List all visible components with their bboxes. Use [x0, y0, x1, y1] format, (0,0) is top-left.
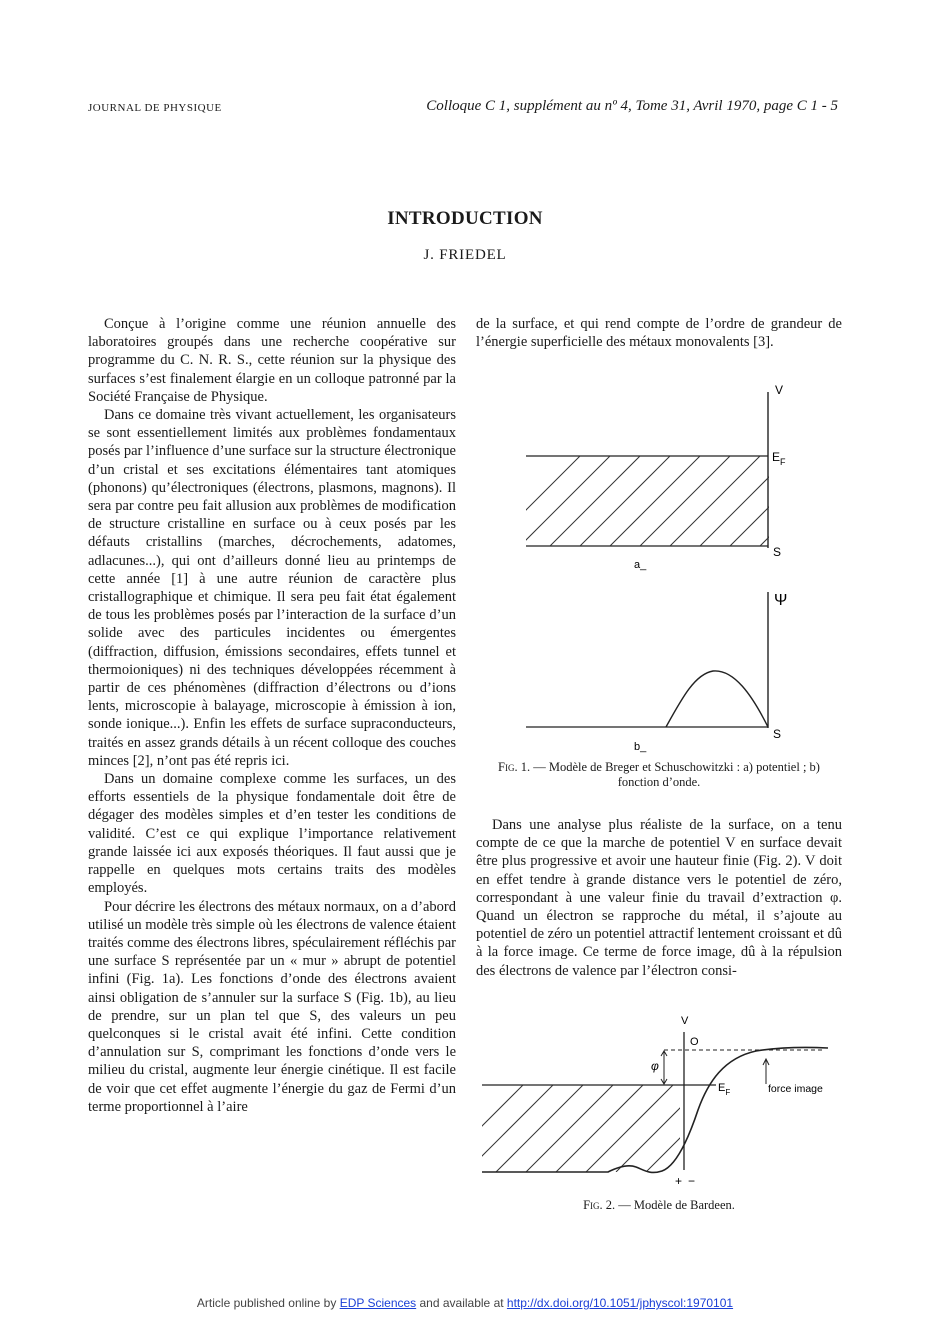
paragraph: Dans une analyse plus réaliste de la surface, on a tenu compte de ce que la marche de potentiel V en surface devait être plus progressive et avoir une hauteur finie (Fig. 2). V doit en effet tendre à grande distance vers le potentiel de zéro, correspondant à une valeur finie du travail d’extraction φ. Quand un électron se rapproche du métal, il s’ajoute au potentiel de zéro un potentiel attractif lentement croissant et dû à la force image. Ce terme de force image, dû à la répulsion des électrons de valence par l’électron consi- [476, 817, 842, 979]
fig2-hatching [476, 1085, 733, 1172]
figure-2-caption [476, 1198, 842, 1213]
paragraph: Dans un domaine complexe comme les surfaces, un des efforts essentiels de la physique fondamentale doit être de dégager des modèles simples et d’en tester les conditions de validité. C’est ce qui explique l’importance relativement grande laissée ici aux exposés théoriques. Il faut aussi que je rappelle en quelques mots certains traits des modèles employés. [88, 771, 456, 897]
right-column-middle [476, 816, 842, 980]
left-column [88, 315, 456, 1116]
paragraph: de la surface, et qui rend compte de l’ordre de grandeur de l’énergie superficielle des métaux monovalents [3]. [476, 316, 842, 351]
caption-text: — Modèle de Bardeen. [615, 1198, 735, 1212]
fig1-a-label: a_ [634, 559, 647, 571]
fig1-s-label: S [773, 545, 782, 559]
fig1-psi-label: Ψ [774, 592, 788, 609]
journal-name: JOURNAL DE PHYSIQUE [88, 102, 222, 114]
caption-prefix: Fig. 1. [498, 760, 531, 774]
fig2-ef-label: $E_F$ [718, 1082, 731, 1097]
fig2-minus-label: − [688, 1174, 696, 1188]
fig2-v-label: V [681, 1015, 689, 1027]
issue-line: Colloque C 1, supplément au nº 4, Tome 31, Avril 1970, page C 1 - 5 [426, 98, 838, 114]
figure-1a-potential [510, 383, 800, 571]
figure-1-caption [476, 760, 842, 790]
article-title: INTRODUCTION [387, 208, 543, 229]
fig1-v-label: V [775, 383, 784, 397]
caption-text: — Modèle de Breger et Schuschowitzki : a) potentiel ; b) fonction d’onde. [530, 760, 820, 789]
footer-prefix: Article published online by [196, 1296, 340, 1310]
right-column-top [476, 315, 842, 351]
footer-middle: and available at [416, 1296, 507, 1310]
paragraph: Pour décrire les électrons des métaux normaux, on a d’abord utilisé un modèle très simple où les électrons de valence étaient traités comme des électrons libres, spéculairement réfléchis par une surface S représentée par un « mur » abrupt de potentiel infini (Fig. 1a). Les fonctions d’onde des électrons avaient ainsi obligation de s’annuler sur la surface S (Fig. 1b), au lieu de prendre, sur un plan tel que S, des valeurs un peu quelconques si le cristal avait été infini. Cette condition d’annulation sur S, comprimant les fonctions d’onde vers le milieu du cristal, augmente leur énergie cinétique. Il est facile de voir que cet effet augmente l’énergie du gaz de Fermi d’un terme proportionnel à l’aire [88, 898, 457, 1115]
fig2-plus-label: + [675, 1174, 683, 1188]
figure-1 [510, 380, 800, 755]
publisher-link[interactable]: EDP Sciences [339, 1296, 417, 1310]
doi-link[interactable]: http://dx.doi.org/10.1051/jphyscol:1970101 [506, 1296, 734, 1310]
fig2-force-image-label: force image [768, 1083, 823, 1095]
caption-prefix: Fig. 2. [583, 1198, 616, 1212]
paragraph: Conçue à l’origine comme une réunion annuelle des laboratoires groupés dans une recherche coopérative sur programme du C. N. R. S., cette réunion sur la physique des surfaces s’est finalement élargie en un colloque patronné par la Société Française de Physique. [88, 316, 456, 405]
footer [0, 1296, 930, 1310]
fig2-zero-label: O [690, 1036, 699, 1048]
paragraph: Dans ce domaine très vivant actuellement, les organisateurs se sont essentiellement limités aux problèmes fondamentaux posés par l’influence d’une surface sur la structure électronique d’un cristal et ses excitations élémentaires tant atomiques (phonons) qu’électroniques (électrons, plasmons, magnons). Il sera par contre peu fait allusion aux problèmes de modification de structure cristalline en surface ou à ceux posés par les défauts cristallins (marches, décrochements, adatomes, adlacunes...), qui ont d’ailleurs donné lieu au printemps de cette année [1] à une autre réunion de caractère plus cristallographique et chimique. Il sera peu fait état également de tous les problèmes posés par l’interaction de la surface d’un solide avec des particules incidentes ou émergentes (diffraction, diffusion, émissions secondaires, effets tunnel et thermoioniques) ni des techniques développées récemment à partir de ces phénomènes (diffraction d’électrons ou d’ions lents, microscopie à balayage, microscopie à émission à ion, sonde ionique...). Enfin les effets de surface supraconducteurs, traités en assez grands détails à un récent colloque des couches minces [2], n’ont pas été repris ici. [88, 407, 456, 769]
article-author: J. FRIEDEL [423, 247, 507, 263]
figure-2 [476, 1010, 842, 1190]
figure-1b-wavefunction [526, 592, 787, 753]
fig1-s-label-b: S [773, 727, 782, 741]
fig1-ef-label: $E_F$ [772, 450, 786, 467]
fig2-phi-label: φ [651, 1059, 659, 1073]
fig1-b-label: b_ [634, 741, 647, 753]
